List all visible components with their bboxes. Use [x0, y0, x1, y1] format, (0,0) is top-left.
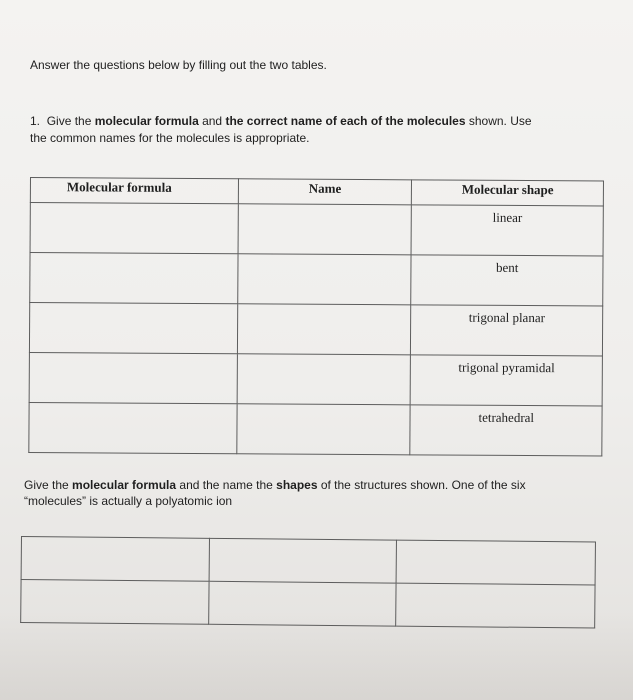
formula-cell[interactable] [29, 402, 237, 453]
answer-cell[interactable] [396, 583, 595, 628]
table-row [30, 253, 603, 306]
table-row [21, 580, 595, 629]
shape-cell: tetrahedral [410, 405, 602, 456]
question-1-bold-a: molecular formula [94, 114, 199, 128]
name-cell[interactable] [237, 404, 411, 455]
header-name: Name [238, 179, 412, 205]
shape-cell: trigonal pyramidal [411, 355, 603, 406]
table-header-row [30, 178, 603, 206]
question-2-text-b: and the name the [176, 478, 277, 492]
formula-cell[interactable] [30, 203, 238, 254]
answer-cell[interactable] [21, 537, 209, 582]
header-molecular-formula: Molecular formula [30, 178, 238, 204]
name-cell[interactable] [237, 304, 411, 355]
table-row [30, 203, 603, 256]
question-1-text-a: Give the [46, 114, 95, 128]
shape-cell: trigonal planar [411, 305, 603, 356]
question-2-bold-b: shapes [276, 478, 318, 492]
answer-cell[interactable] [21, 580, 209, 625]
header-molecular-shape: Molecular shape [412, 180, 604, 206]
formula-cell[interactable] [30, 253, 238, 304]
formula-cell[interactable] [29, 303, 237, 354]
shape-cell: bent [411, 255, 603, 306]
table-row [29, 402, 602, 455]
question-1-bold-b: the correct name of each of the molecules [225, 114, 466, 128]
question-1-text-c: shown. Use [465, 114, 532, 128]
question-2-text-c: of the structures shown. One of the six [317, 478, 526, 492]
name-cell[interactable] [238, 204, 412, 255]
formula-cell[interactable] [29, 352, 237, 403]
table-row [29, 303, 602, 356]
shapes-table [20, 536, 596, 629]
question-1-line-2: the common names for the molecules is appropriate. [30, 131, 310, 145]
answer-cell[interactable] [397, 540, 596, 585]
question-1-number: 1. [30, 114, 41, 128]
question-2 [24, 477, 526, 509]
question-1 [30, 113, 532, 147]
shape-cell: linear [412, 205, 604, 256]
table-row [21, 537, 595, 586]
question-2-line-2: “molecules” is actually a polyatomic ion [24, 494, 233, 508]
molecules-table [28, 177, 604, 457]
name-cell[interactable] [237, 254, 411, 305]
question-1-text-b: and [198, 114, 226, 128]
question-2-text-a: Give the [24, 478, 73, 492]
instructions: Answer the questions below by filling out the two tables. [30, 58, 327, 72]
name-cell[interactable] [237, 354, 411, 405]
answer-cell[interactable] [209, 538, 397, 583]
table-row [29, 352, 602, 405]
answer-cell[interactable] [208, 581, 396, 626]
question-2-bold-a: molecular formula [72, 478, 177, 492]
